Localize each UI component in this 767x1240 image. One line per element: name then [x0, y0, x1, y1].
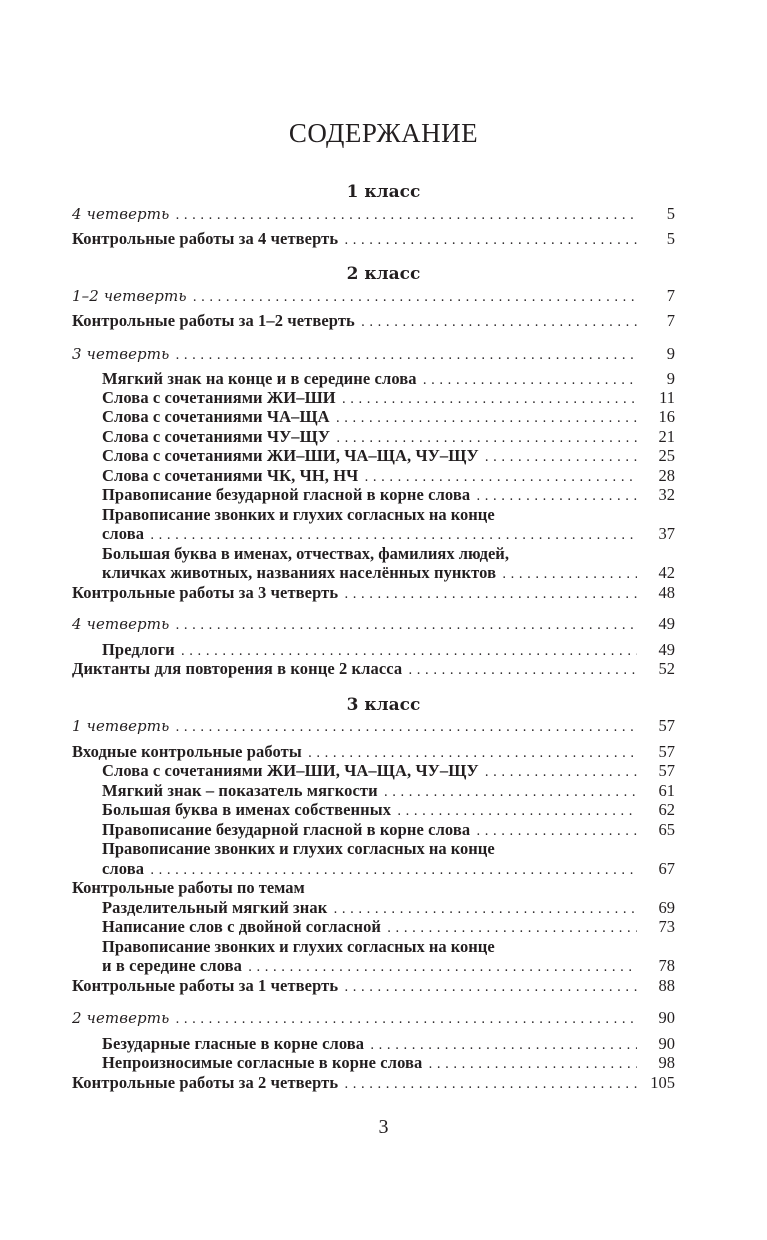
dot-leader	[502, 567, 637, 582]
dot-leader	[342, 392, 637, 407]
toc-entry[interactable]: 4 четверть . . . 49	[72, 614, 675, 634]
dot-leader	[361, 315, 637, 330]
toc-entry[interactable]: Входные контрольные работы . . . 57	[72, 742, 675, 762]
grade-heading-1: 1 класс	[346, 182, 421, 202]
dot-leader	[175, 720, 637, 735]
toc-entry[interactable]: Правописание безударной гласной в корне слова . . . 65	[102, 820, 675, 840]
toc-entry-line1[interactable]: Правописание звонких и глухих согласных на конце	[102, 937, 495, 956]
toc-entry[interactable]: Слова с сочетаниями ЧК, ЧН, НЧ . . . 28	[102, 466, 675, 486]
dot-leader	[181, 644, 637, 659]
dot-leader	[175, 208, 637, 223]
toc-entry[interactable]: Слова с сочетаниями ЧА–ЩА . . . 16	[102, 407, 675, 427]
toc-entry-line1[interactable]: Большая буква в именах, отчествах, фамилиях людей,	[102, 544, 509, 563]
dot-leader	[344, 980, 637, 995]
dot-leader	[428, 1057, 637, 1072]
dot-leader	[193, 290, 637, 305]
dot-leader	[476, 489, 637, 504]
dot-leader	[485, 450, 637, 465]
dot-leader	[344, 233, 637, 248]
toc-entry[interactable]: Контрольные работы за 1 четверть . . . 88	[72, 976, 675, 996]
toc-entry[interactable]: 1 четверть . . . 57	[72, 716, 675, 736]
toc-entry-line1[interactable]: Правописание звонких и глухих согласных на конце	[102, 839, 495, 858]
toc-entry[interactable]: Мягкий знак на конце и в середине слова . . . 9	[102, 369, 675, 389]
toc-entry[interactable]: 2 четверть . . . 90	[72, 1008, 675, 1028]
toc-entry[interactable]: Контрольные работы за 4 четверть . . . 5	[72, 229, 675, 249]
toc-entry-line1[interactable]: Правописание звонких и глухих согласных на конце	[102, 505, 495, 524]
dot-leader	[336, 431, 637, 446]
toc-entry[interactable]: Слова с сочетаниями ЧУ–ЩУ . . . 21	[102, 427, 675, 447]
toc-entry[interactable]: слова . . . 67	[102, 859, 675, 879]
dot-leader	[175, 1012, 637, 1027]
dot-leader	[175, 618, 637, 633]
toc-entry[interactable]: Безударные гласные в корне слова . . . 90	[102, 1034, 675, 1054]
toc-entry[interactable]: Контрольные работы за 2 четверть . . . 105	[72, 1073, 675, 1093]
dot-leader	[150, 528, 637, 543]
dot-leader	[364, 470, 637, 485]
dot-leader	[384, 785, 637, 800]
toc-entry[interactable]: Диктанты для повторения в конце 2 класса . . . 52	[72, 659, 675, 679]
page-number: 3	[378, 1116, 389, 1138]
toc-entry[interactable]: и в середине слова . . . 78	[102, 956, 675, 976]
toc-entry[interactable]: Большая буква в именах собственных . . . 62	[102, 800, 675, 820]
toc-entry[interactable]: Слова с сочетаниями ЖИ–ШИ . . . 11	[102, 388, 675, 408]
toc-entry[interactable]: кличках животных, названиях населённых пунктов . . . 42	[102, 563, 675, 583]
toc-entry[interactable]: Контрольные работы за 3 четверть . . . 48	[72, 583, 675, 603]
dot-leader	[423, 373, 637, 388]
page-title: СОДЕРЖАНИЕ	[288, 118, 479, 148]
dot-leader	[308, 746, 637, 761]
grade-heading-2: 2 класс	[346, 264, 421, 284]
dot-leader	[408, 663, 637, 678]
toc-group-heading[interactable]: Контрольные работы по темам	[72, 878, 305, 897]
dot-leader	[344, 1077, 637, 1092]
grade-heading-3: 3 класс	[346, 695, 421, 715]
toc-entry[interactable]: Контрольные работы за 1–2 четверть . . . 7	[72, 311, 675, 331]
dot-leader	[336, 411, 637, 426]
toc-entry[interactable]: Слова с сочетаниями ЖИ–ШИ, ЧА–ЩА, ЧУ–ЩУ . . . 25	[102, 446, 675, 466]
dot-leader	[485, 765, 637, 780]
dot-leader	[370, 1038, 637, 1053]
dot-leader	[333, 902, 637, 917]
toc-entry[interactable]: Правописание безударной гласной в корне слова . . . 32	[102, 485, 675, 505]
dot-leader	[248, 960, 637, 975]
toc-entry[interactable]: 3 четверть . . . 9	[72, 344, 675, 364]
toc-entry[interactable]: Написание слов с двойной согласной . . . 73	[102, 917, 675, 937]
toc-entry[interactable]: Предлоги . . . 49	[102, 640, 675, 660]
dot-leader	[150, 863, 637, 878]
toc-entry[interactable]: 1–2 четверть . . . 7	[72, 286, 675, 306]
toc-entry[interactable]: Разделительный мягкий знак . . . 69	[102, 898, 675, 918]
toc-entry[interactable]: Слова с сочетаниями ЖИ–ШИ, ЧА–ЩА, ЧУ–ЩУ . . . 57	[102, 761, 675, 781]
dot-leader	[387, 921, 637, 936]
toc-entry[interactable]: Непроизносимые согласные в корне слова . . . 98	[102, 1053, 675, 1073]
toc-entry[interactable]: слова . . . 37	[102, 524, 675, 544]
toc-entry[interactable]: Мягкий знак – показатель мягкости . . . 61	[102, 781, 675, 801]
toc-entry[interactable]: 4 четверть . . . 5	[72, 204, 675, 224]
dot-leader	[476, 824, 637, 839]
dot-leader	[175, 348, 637, 363]
dot-leader	[397, 804, 637, 819]
dot-leader	[344, 587, 637, 602]
